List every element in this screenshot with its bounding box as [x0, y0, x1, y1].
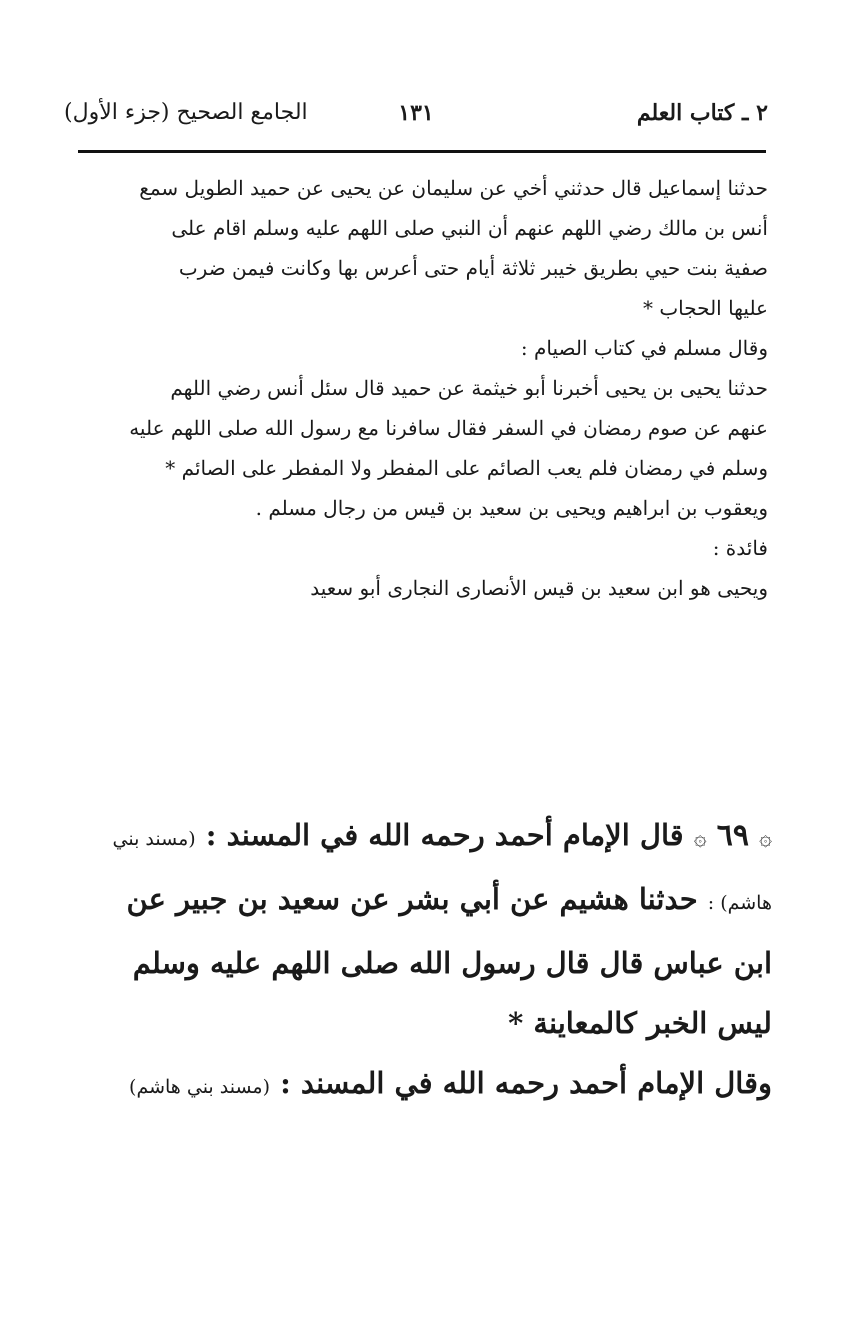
hadith-line: ليس الخبر كالمعاينة * [508, 1006, 772, 1040]
text-line: عليها الحجاب * [642, 296, 768, 320]
source-reference: (مسند بني هاشم) [129, 1076, 271, 1098]
page-number: ١٣١ [398, 100, 434, 126]
hadith-line: ابن عباس قال قال رسول الله صلى اللهم عليه وسلم [132, 946, 772, 980]
text-line: وسلم في رمضان فلم يعب الصائم على المفطر ولا المفطر على الصائم * [165, 456, 768, 480]
text-line: صفية بنت حيي بطريق خيبر ثلاثة أيام حتى أعرس بها وكانت فيمن ضرب [178, 256, 768, 280]
text-line: وقال مسلم في كتاب الصيام : [520, 336, 768, 360]
hadith-intro: قال الإمام أحمد رحمه الله في المسند : [205, 818, 684, 852]
hadith-line [72, 869, 772, 933]
source-reference: (مسند بني [112, 828, 196, 850]
text-line: أنس بن مالك رضي اللهم عنهم أن النبي صلى اللهم عليه وسلم اقام على [171, 216, 768, 240]
hadith-number: ٦٩ [716, 818, 749, 853]
text-line: عنهم عن صوم رمضان في السفر فقال سافرنا مع رسول الله صلى اللهم عليه [129, 416, 768, 440]
hadith-block [72, 805, 772, 1117]
ornament-icon: ۞ [693, 826, 707, 851]
commentary-block [72, 168, 768, 608]
text-line: حدثنا إسماعيل قال حدثني أخي عن سليمان عن يحيى عن حميد الطويل سمع [139, 176, 768, 200]
ornament-icon: ۞ [759, 826, 772, 851]
hadith-intro: وقال الإمام أحمد رحمه الله في المسند : [280, 1066, 772, 1100]
text-line: حدثنا يحيى بن يحيى أخبرنا أبو خيثمة عن حميد قال سئل أنس رضي اللهم [170, 376, 768, 400]
chapter-title: ٢ ـ كتاب العلم [636, 100, 768, 126]
text-line: ويحيى هو ابن سعيد بن قيس الأنصارى النجارى أبو سعيد [310, 576, 768, 600]
header-rule [78, 150, 766, 153]
source-reference: هاشم) : [707, 892, 772, 914]
hadith-text: حدثنا هشيم عن أبي بشر عن سعيد بن جبير عن [126, 882, 698, 916]
running-header [64, 100, 768, 140]
hadith-line [72, 805, 772, 869]
text-line: ويعقوب بن ابراهيم ويحيى بن سعيد بن قيس من رجال مسلم . [255, 496, 768, 520]
book-title: الجامع الصحيح (جزء الأول) [64, 100, 308, 125]
hadith-line [72, 1053, 772, 1117]
note-heading: فائدة : [712, 536, 768, 560]
